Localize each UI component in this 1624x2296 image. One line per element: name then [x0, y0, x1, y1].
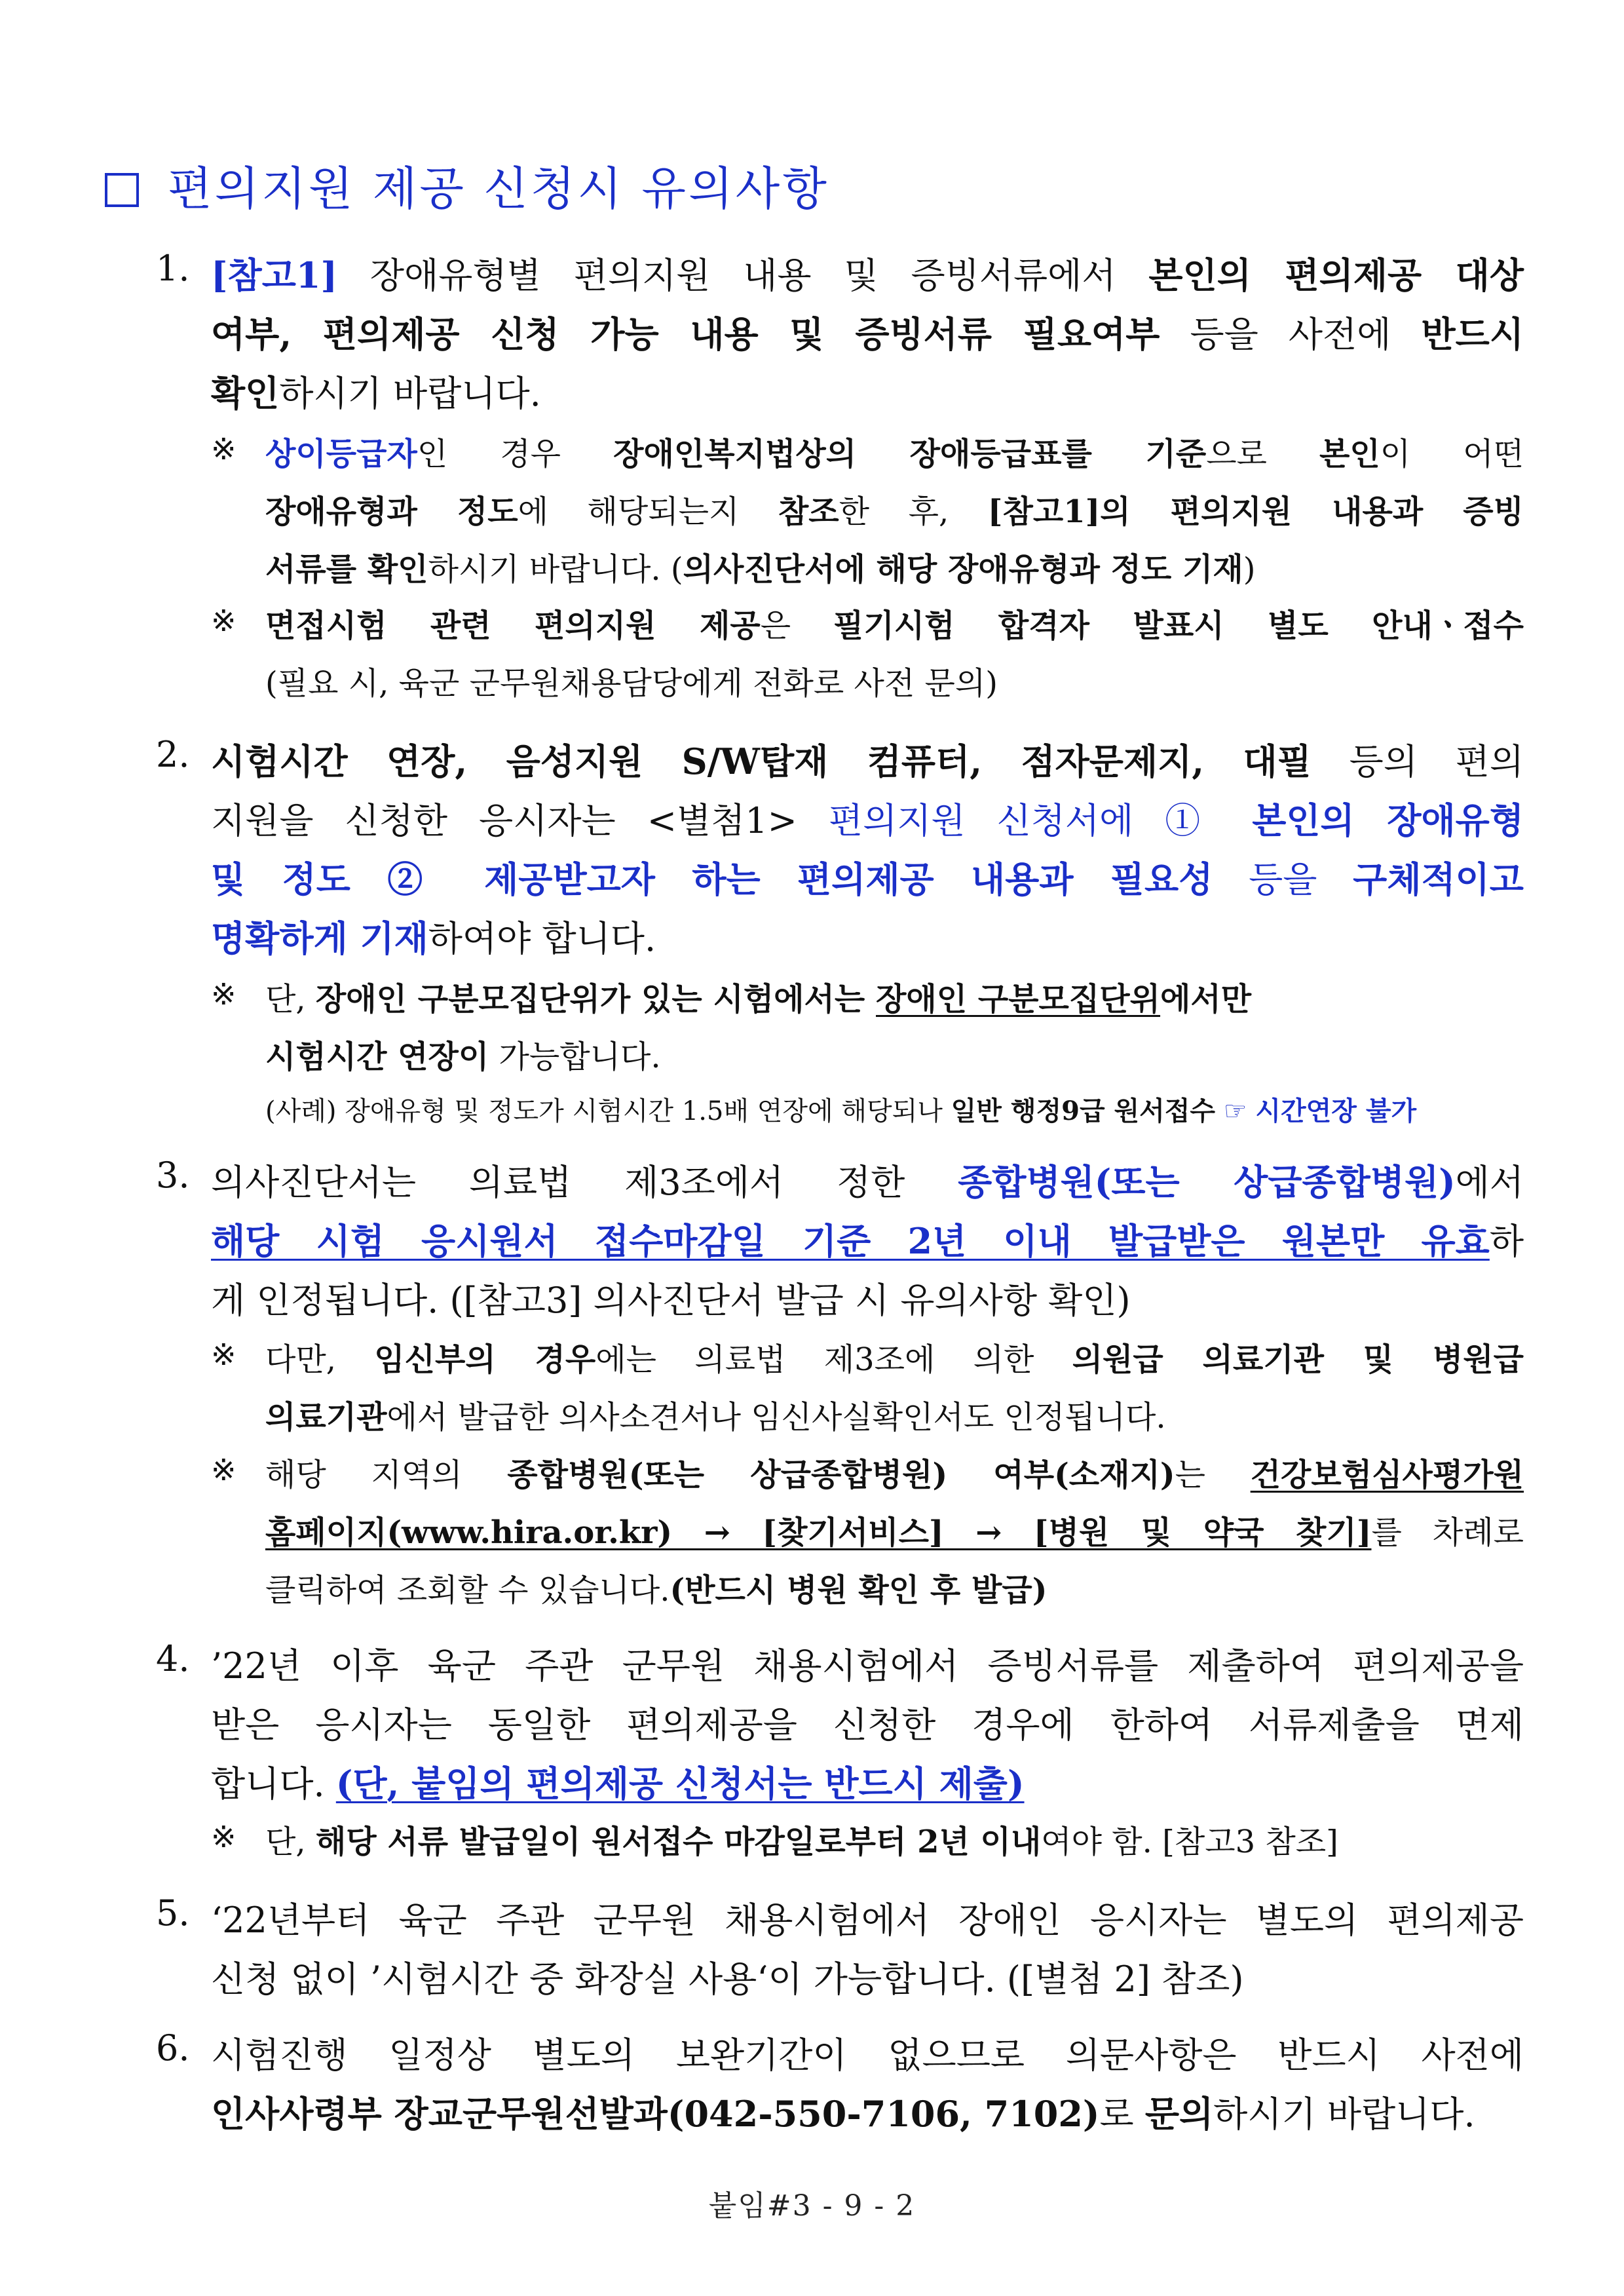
item-1-line-3: 확인하시기 바랍니다. [211, 372, 541, 414]
item-3-note-2-line-3: 클릭하여 조회할 수 있습니다.(반드시 병원 확인 후 발급) [265, 1572, 1048, 1609]
item-3-note-2-line-2: 홈페이지(www.hira.or.kr) → [찾기서비스] → [병원 및 약국 찾기]를 차례로 [265, 1514, 1524, 1551]
page-footer: 붙임#3 - 9 - 2 [708, 2189, 916, 2223]
item-3-line-1: 의사진단서는 의료법 제3조에서 정한 종합병원(또는 상급종합병원)에서 [211, 1161, 1524, 1203]
item-2-example: (사례) 장애유형 및 정도가 시험시간 1.5배 연장에 해당되나 일반 행정9급 원서접수 ☞ 시간연장 불가 [265, 1096, 1417, 1126]
item-1-line-1: [참고1] 장애유형별 편의지원 내용 및 증빙서류에서 본인의 편의제공 대상 [211, 254, 1524, 296]
item-1-note-1-line-1: 상이등급자인 경우 장애인복지법상의 장애등급표를 기준으로 본인이 어떤 [265, 436, 1524, 472]
item-2-line-2: 지원을 신청한 응시자는 <별첨1> 편의지원 신청서에 ① 본인의 장애유형 [211, 799, 1524, 841]
item-5-number: 5. [156, 1892, 190, 1934]
pointing-hand-icon: ☞ [1215, 1096, 1256, 1126]
item-5-line-1: ‘22년부터 육군 주관 군무원 채용시험에서 장애인 응시자는 별도의 편의제공 [211, 1900, 1524, 1941]
item-3-line-3: 게 인정됩니다. ([참고3] 의사진단서 발급 시 유의사항 확인) [211, 1280, 1131, 1321]
item-1-note-1-line-2: 장애유형과 정도에 해당되는지 참조한 후, [참고1]의 편의지원 내용과 증빙 [265, 493, 1524, 530]
item-4-line-1: ’22년 이후 육군 주관 군무원 채용시험에서 증빙서류를 제출하여 편의제공을 [211, 1645, 1524, 1687]
item-6-line-2: 인사사령부 장교군무원선발과(042-550-7106, 7102)로 문의하시기 바랍니다. [211, 2093, 1475, 2135]
item-4-number: 4. [156, 1638, 190, 1679]
item-6-line-1: 시험진행 일정상 별도의 보완기간이 없으므로 의문사항은 반드시 사전에 [211, 2035, 1524, 2076]
note-mark-icon: ※ [211, 1452, 236, 1487]
item-1-note-1-line-3: 서류를 확인하시기 바랍니다. (의사진단서에 해당 장애유형과 정도 기재) [265, 551, 1256, 588]
item-1-note-2-line-1: 면접시험 관련 편의지원 제공은 필기시험 합격자 발표시 별도 안내ㆍ접수 [265, 607, 1524, 644]
note-mark-icon: ※ [211, 976, 236, 1012]
item-1-number: 1. [156, 248, 190, 289]
checkbox-icon [105, 173, 139, 207]
note-mark-icon: ※ [211, 1337, 236, 1372]
page-title [105, 152, 829, 218]
item-4-line-3: 합니다. (단, 붙임의 편의제공 신청서는 반드시 제출) [211, 1763, 1025, 1805]
item-4-note-1-line-1: 단, 해당 서류 발급일이 원서접수 마감일로부터 2년 이내여야 함. [참고3 참조] [265, 1824, 1338, 1860]
item-2-line-3: 및 정도 ② 제공받고자 하는 편의제공 내용과 필요성 등을 구체적이고 [211, 858, 1524, 900]
item-2-number: 2. [156, 734, 190, 775]
item-3-note-1-line-2: 의료기관에서 발급한 의사소견서나 임신사실확인서도 인정됩니다. [265, 1399, 1166, 1436]
item-6-number: 6. [156, 2027, 190, 2069]
item-4-line-2: 받은 응시자는 동일한 편의제공을 신청한 경우에 한하여 서류제출을 면제 [211, 1704, 1524, 1746]
item-5-line-2: 신청 없이 ’시험시간 중 화장실 사용‘이 가능합니다. ([별첨 2] 참조) [211, 1959, 1244, 2000]
page-title-text: 편의지원 제공 신청시 유의사항 [168, 162, 829, 216]
note-mark-icon: ※ [211, 1819, 236, 1854]
item-1-note-2-line-2: (필요 시, 육군 군무원채용담당에게 전화로 사전 문의) [265, 665, 998, 702]
note-mark-icon: ※ [211, 431, 236, 467]
item-1-line-2: 여부, 편의제공 신청 가능 내용 및 증빙서류 필요여부 등을 사전에 반드시 [211, 313, 1524, 355]
item-3-number: 3. [156, 1155, 190, 1196]
item-3-line-2: 해당 시험 응시원서 접수마감일 기준 2년 이내 발급받은 원본만 유효하 [211, 1220, 1524, 1262]
item-2-line-4: 명확하게 기재하여야 합니다. [211, 917, 656, 959]
item-3-note-2-line-1: 해당 지역의 종합병원(또는 상급종합병원) 여부(소재지)는 건강보험심사평가원 [265, 1457, 1524, 1493]
note-mark-icon: ※ [211, 603, 236, 638]
item-2-line-1: 시험시간 연장, 음성지원 S/W탑재 컴퓨터, 점자문제지, 대필 등의 편의 [211, 740, 1524, 782]
item-2-note-1-line-1: 단, 장애인 구분모집단위가 있는 시험에서는 장애인 구분모집단위에서만 [265, 981, 1252, 1018]
item-3-note-1-line-1: 다만, 임신부의 경우에는 의료법 제3조에 의한 의원급 의료기관 및 병원급 [265, 1341, 1524, 1378]
item-2-note-1-line-2: 시험시간 연장이 가능합니다. [265, 1039, 661, 1075]
